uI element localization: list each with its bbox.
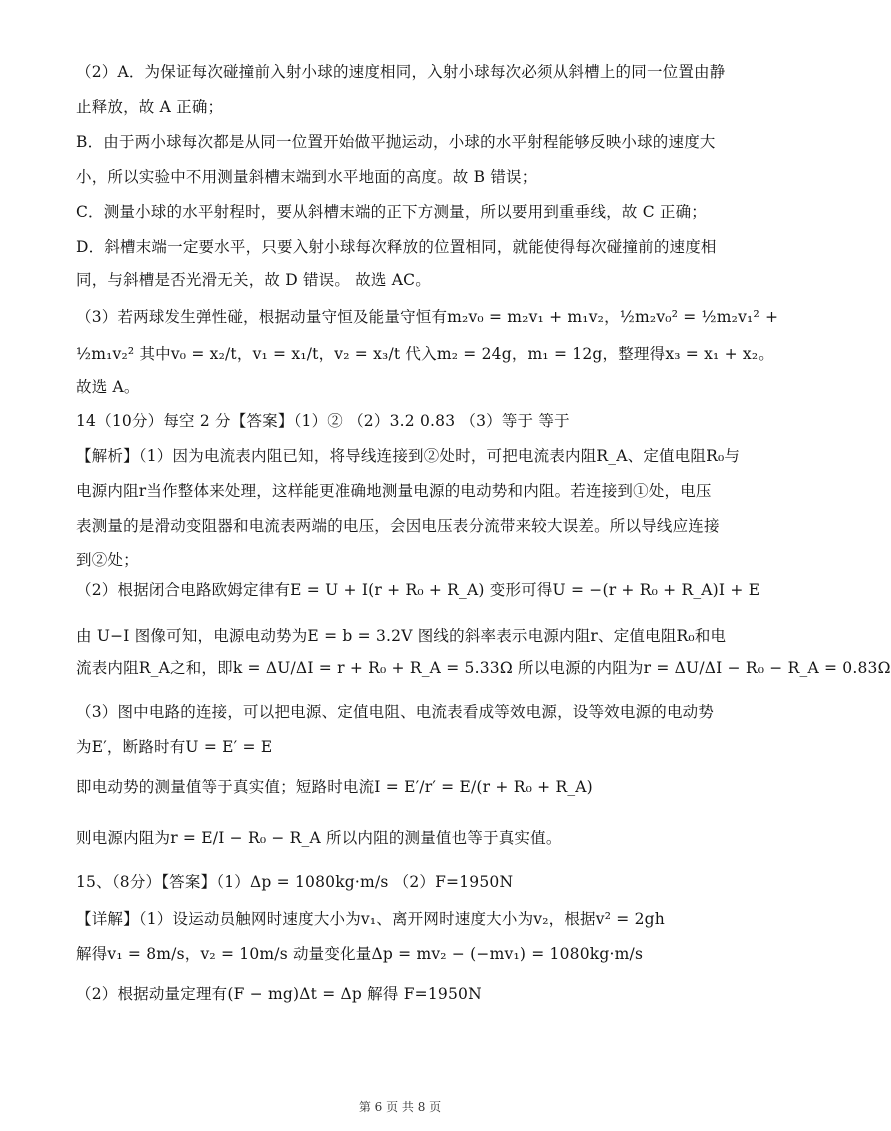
text-line-20: 为E′，断路时有U = E′ = E <box>76 738 273 756</box>
text-line-7: 同，与斜槽是否光滑无关，故 D 错误。 故选 AC。 <box>76 271 431 289</box>
text-line-16: （2）根据闭合电路欧姆定律有E = U + I(r + R₀ + R_A) 变形可得U = −(r + R₀ + R_A)I + E <box>76 581 761 599</box>
text-line-25: 解得v₁ = 8m/s，v₂ = 10m/s 动量变化量Δp = mv₂ − (−mv₁) = 1080kg·m/s <box>76 945 644 963</box>
text-line-1: （2）A．为保证每次碰撞前入射小球的速度相同，入射小球每次必须从斜槽上的同一位置由静 <box>76 63 726 81</box>
text-line-6: D．斜槽末端一定要水平，只要入射小球每次释放的位置相同，就能使得每次碰撞前的速度相 <box>76 238 717 256</box>
text-line-3: B．由于两小球每次都是从同一位置开始做平抛运动，小球的水平射程能够反映小球的速度大 <box>76 133 716 151</box>
text-line-5: C．测量小球的水平射程时，要从斜槽末端的正下方测量，所以要用到重垂线，故 C 正确； <box>76 203 707 221</box>
text-line-11: 14（10分）每空 2 分【答案】（1）② （2）3.2 0.83 （3）等于 等于 <box>76 412 570 430</box>
text-line-24: 【详解】（1）设运动员触网时速度大小为v₁、离开网时速度大小为v₂，根据v² = 2gh <box>76 910 665 928</box>
text-line-26: （2）根据动量定理有(F − mg)Δt = Δp 解得 F=1950N <box>76 985 482 1003</box>
text-line-21: 即电动势的测量值等于真实值；短路时电流I = E′/r′ = E/(r + R₀ + R_A) <box>76 778 593 796</box>
text-line-12: 【解析】（1）因为电流表内阻已知，将导线连接到②处时，可把电流表内阻R_A、定值电阻R₀与 <box>76 447 741 465</box>
text-line-10: 故选 A。 <box>76 378 140 396</box>
text-line-19: （3）图中电路的连接，可以把电源、定值电阻、电流表看成等效电源，设等效电源的电动势 <box>76 703 715 721</box>
text-line-15: 到②处； <box>76 551 139 569</box>
text-line-23: 15、（8分）【答案】（1）Δp = 1080kg·m/s （2）F=1950N <box>76 873 514 891</box>
text-line-22: 则电源内阻为r = E/I − R₀ − R_A 所以内阻的测量值也等于真实值。 <box>76 829 562 847</box>
text-line-9: ½m₁v₂² 其中v₀ = x₂/t，v₁ = x₁/t，v₂ = x₃/t 代入m₂ = 24g，m₁ = 12g，整理得x₃ = x₁ + x₂。 <box>76 345 774 363</box>
page-footer: 第 6 页 共 8 页 <box>358 1100 442 1114</box>
text-line-14: 表测量的是滑动变阻器和电流表两端的电压，会因电压表分流带来较大误差。所以导线应连接 <box>76 517 720 535</box>
text-line-8: （3）若两球发生弹性碰，根据动量守恒及能量守恒有m₂v₀ = m₂v₁ + m₁v₂，½m₂v₀² = ½m₂v₁² + <box>76 308 779 326</box>
text-line-17: 由 U−I 图像可知，电源电动势为E = b = 3.2V 图线的斜率表示电源内阻r、定值电阻R₀和电 <box>76 627 727 645</box>
text-line-2: 止释放，故 A 正确； <box>76 98 224 116</box>
text-line-18: 流表内阻R_A之和，即k = ΔU/ΔI = r + R₀ + R_A = 5.33Ω 所以电源的内阻为r = ΔU/ΔI − R₀ − R_A = 0.83Ω <box>76 659 891 677</box>
text-line-13: 电源内阻r当作整体来处理，这样能更准确地测量电源的电动势和内阻。若连接到①处，电压 <box>76 482 712 500</box>
text-line-4: 小，所以实验中不用测量斜槽末端到水平地面的高度。故 B 错误； <box>76 168 538 186</box>
